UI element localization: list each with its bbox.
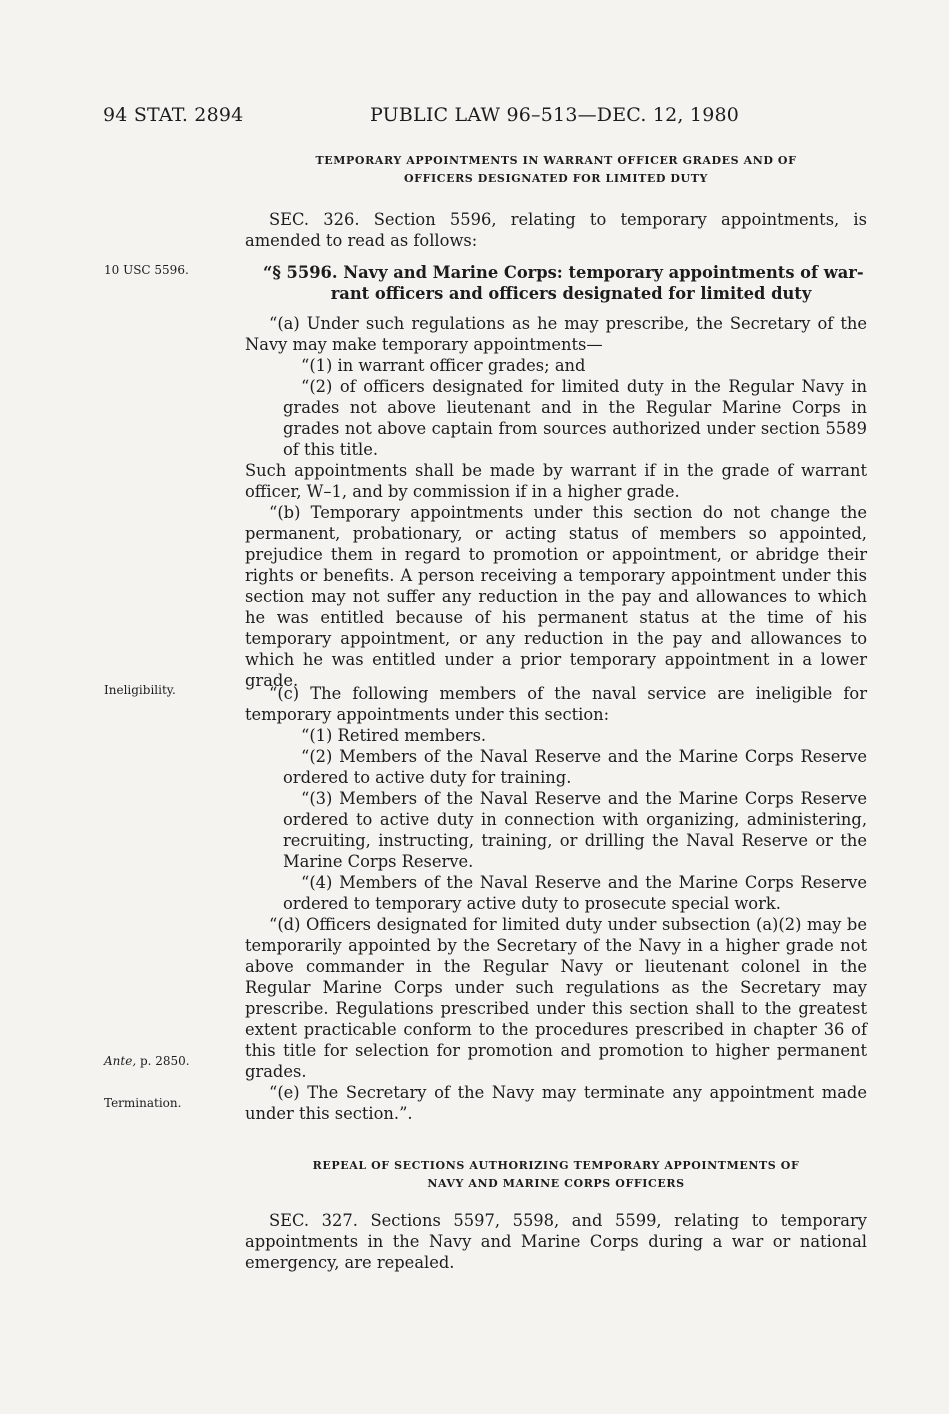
- sec327-text: SEC. 327. Sections 5597, 5598, and 5599, relating to temporary appointments in the Navy and Marine Corps during a war or national emergency, are repealed.: [245, 1211, 867, 1272]
- subsection-c1: “(1) Retired members.: [301, 726, 487, 745]
- section-5596-title: [245, 262, 867, 304]
- margin-note-usc: 10 USC 5596.: [104, 263, 189, 277]
- subsection-a1: “(1) in warrant officer grades; and: [301, 356, 586, 375]
- sec326-intro-block: [245, 209, 867, 251]
- sec327-block: [245, 1210, 867, 1273]
- subsection-c2: “(2) Members of the Naval Reserve and the Marine Corps Reserve ordered to active duty for training.: [283, 747, 867, 787]
- sec326-heading-line2: OFFICERS DESIGNATED FOR LIMITED DUTY: [403, 172, 708, 185]
- section-5596-body-c: [245, 683, 867, 1124]
- subsection-c3: “(3) Members of the Naval Reserve and the Marine Corps Reserve ordered to active duty in connection with organizing, administering, recruiting, instructing, training, or drilling the Naval Reserve or the Marine Corps Reserve.: [283, 789, 867, 871]
- subsection-a-intro: “(a) Under such regulations as he may prescribe, the Secretary of the Navy may make temporary appointments—: [245, 314, 867, 354]
- section-title-line1: “§ 5596. Navy and Marine Corps: temporary appointments of war-: [263, 263, 864, 282]
- sec326-heading-line1: TEMPORARY APPOINTMENTS IN WARRANT OFFICER GRADES AND OF: [315, 154, 797, 167]
- margin-note-ante-page: p. 2850.: [136, 1054, 190, 1068]
- public-law-header: PUBLIC LAW 96–513—DEC. 12, 1980: [370, 104, 740, 126]
- sec327-heading-line2: NAVY AND MARINE CORPS OFFICERS: [427, 1177, 685, 1190]
- sec326-intro: SEC. 326. Section 5596, relating to temporary appointments, is amended to read as follows:: [245, 210, 867, 250]
- subsection-a2: “(2) of officers designated for limited duty in the Regular Navy in grades not above lieutenant and in the Regular Marine Corps in grades not above captain from sources authorized under section 5589 of this title.: [283, 377, 867, 459]
- stat-reference: 94 STAT. 2894: [103, 104, 244, 126]
- subsection-d: “(d) Officers designated for limited duty under subsection (a)(2) may be temporarily appointed by the Secretary of the Navy in a higher grade not above commander in the Regular Navy or lieutenant colonel in the Regular Marine Corps under such regulations as the Secretary may prescribe. Regulations prescribed under this section shall to the greatest extent practicable conform to the procedures prescribed in chapter 36 of this title for selection for promotion and promotion to higher permanent grades.: [245, 915, 867, 1081]
- subsection-c-intro: “(c) The following members of the naval service are ineligible for temporary appointments under this section:: [245, 684, 867, 724]
- subsection-c4: “(4) Members of the Naval Reserve and the Marine Corps Reserve ordered to temporary active duty to prosecute special work.: [283, 873, 867, 913]
- section-title-line2: rant officers and officers designated for limited duty: [330, 284, 812, 303]
- sec326-heading: [245, 152, 867, 188]
- margin-note-ineligibility: Ineligibility.: [104, 683, 176, 697]
- subsection-a-close: Such appointments shall be made by warrant if in the grade of warrant officer, W–1, and by commission if in a higher grade.: [245, 461, 867, 501]
- margin-note-ante: [104, 1054, 190, 1068]
- subsection-b: “(b) Temporary appointments under this section do not change the permanent, probationary, or acting status of members so appointed, prejudice them in regard to promotion or appointment, or abridge their rights or benefits. A person receiving a temporary appointment under this section may not suffer any reduction in the pay and allowances to which he was entitled because of his permanent status at the time of his temporary appointment, or any reduction in the pay and allowances to which he was entitled under a prior temporary appointment in a lower grade.: [245, 503, 867, 690]
- sec327-heading: [245, 1157, 867, 1193]
- subsection-e: “(e) The Secretary of the Navy may terminate any appointment made under this section.”.: [245, 1083, 867, 1123]
- margin-note-ante-italic: Ante,: [104, 1054, 137, 1068]
- sec327-heading-line1: REPEAL OF SECTIONS AUTHORIZING TEMPORARY APPOINTMENTS OF: [312, 1159, 800, 1172]
- section-5596-body-a: [245, 313, 867, 691]
- margin-note-termination: Termination.: [104, 1096, 182, 1110]
